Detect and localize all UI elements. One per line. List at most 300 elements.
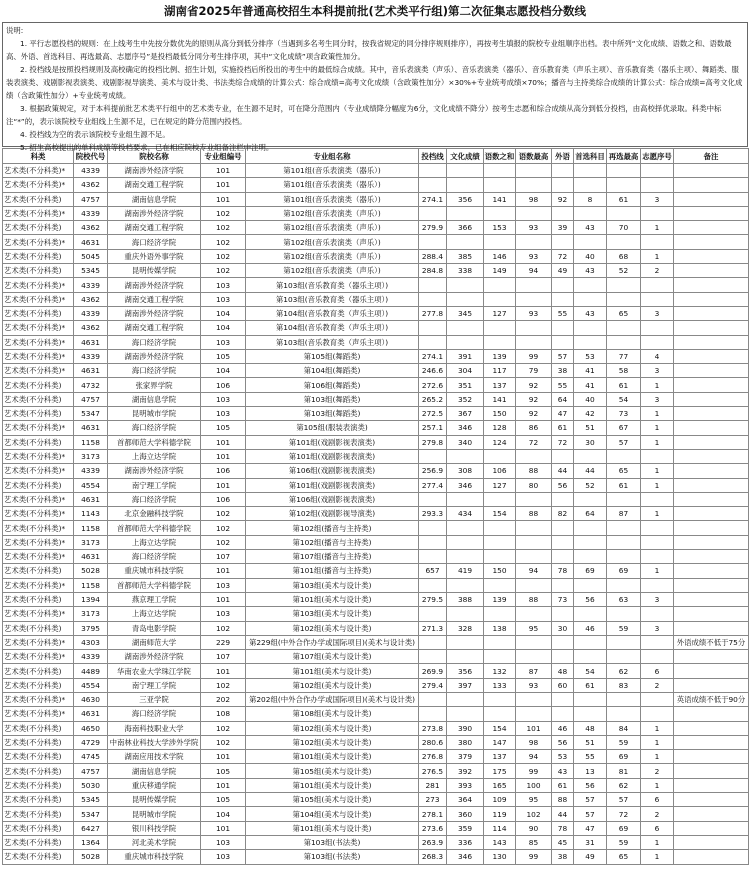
cell-category: 艺术类(不分科类)*	[3, 507, 74, 521]
cell-chinese-math-sum: 150	[484, 564, 516, 578]
cell-school-code: 4339	[74, 164, 108, 178]
cell-preference-order	[641, 707, 674, 721]
cell-category: 艺术类(不分科类)*	[3, 292, 74, 306]
cell-school-name: 上海立达学院	[108, 449, 201, 463]
cell-group-code: 102	[201, 235, 246, 249]
cell-chinese-math-sum: 138	[484, 621, 516, 635]
cell-group-code: 102	[201, 206, 246, 220]
cell-foreign-language	[552, 235, 574, 249]
cell-elective-max: 73	[607, 407, 641, 421]
cell-remarks	[674, 521, 749, 535]
cell-category: 艺术类(不分科类)*	[3, 492, 74, 506]
cell-chinese-math-sum	[484, 607, 516, 621]
cell-preference-order: 1	[641, 778, 674, 792]
cell-category: 艺术类(不分科类)	[3, 221, 74, 235]
cell-preference-order: 1	[641, 507, 674, 521]
cell-category: 艺术类(不分科类)*	[3, 464, 74, 478]
cell-group-name: 第107组(美术与设计类)	[246, 650, 419, 664]
cell-preference-order	[641, 521, 674, 535]
cell-category: 艺术类(不分科类)*	[3, 235, 74, 249]
cell-remarks	[674, 449, 749, 463]
cell-chinese-math-sum	[484, 235, 516, 249]
cell-cutoff-score	[419, 278, 447, 292]
cell-remarks	[674, 650, 749, 664]
cell-school-name: 湖南交通工程学院	[108, 321, 201, 335]
cell-school-code: 4757	[74, 764, 108, 778]
cell-first-subject: 57	[574, 793, 607, 807]
cell-chinese-math-max: 85	[516, 835, 552, 849]
cell-category: 艺术类(不分科类)*	[3, 607, 74, 621]
cell-school-name: 海口经济学院	[108, 550, 201, 564]
cell-group-name: 第101组(美术与设计类)	[246, 750, 419, 764]
table-row	[3, 850, 749, 864]
cell-school-code: 4729	[74, 735, 108, 749]
cell-cutoff-score: 276.8	[419, 750, 447, 764]
cell-group-code: 101	[201, 664, 246, 678]
cell-chinese-math-sum	[484, 550, 516, 564]
cell-chinese-math-max	[516, 607, 552, 621]
cell-cutoff-score	[419, 650, 447, 664]
cell-group-code: 102	[201, 678, 246, 692]
cell-cutoff-score: 272.6	[419, 378, 447, 392]
cell-foreign-language: 55	[552, 306, 574, 320]
cell-elective-max: 61	[607, 192, 641, 206]
cell-preference-order: 2	[641, 678, 674, 692]
cell-culture-score	[447, 292, 484, 306]
cell-group-code: 101	[201, 178, 246, 192]
cell-remarks	[674, 592, 749, 606]
cell-first-subject: 55	[574, 750, 607, 764]
cell-elective-max: 77	[607, 349, 641, 363]
cell-chinese-math-max: 99	[516, 349, 552, 363]
cell-chinese-math-sum	[484, 321, 516, 335]
cell-foreign-language	[552, 550, 574, 564]
cell-school-code: 5028	[74, 850, 108, 864]
cell-preference-order: 1	[641, 564, 674, 578]
cell-first-subject: 40	[574, 249, 607, 263]
cell-elective-max: 61	[607, 378, 641, 392]
cell-remarks	[674, 821, 749, 835]
cell-elective-max: 87	[607, 507, 641, 521]
cell-group-name: 第104组(音乐教育类（声乐主项）)	[246, 306, 419, 320]
cell-chinese-math-sum	[484, 278, 516, 292]
cell-preference-order: 1	[641, 407, 674, 421]
cell-preference-order: 6	[641, 664, 674, 678]
cell-school-code: 4362	[74, 321, 108, 335]
cell-culture-score	[447, 650, 484, 664]
cell-foreign-language: 44	[552, 807, 574, 821]
cell-preference-order	[641, 206, 674, 220]
cell-chinese-math-max	[516, 492, 552, 506]
cell-remarks	[674, 664, 749, 678]
cell-group-code: 101	[201, 192, 246, 206]
table-row	[3, 793, 749, 807]
cell-remarks	[674, 778, 749, 792]
table-row	[3, 592, 749, 606]
note-item: 2. 投档线是按照投档规则及高校确定的投档比例、招生计划，实施投档后所投出的考生中的最低综合成绩。其中，音乐表演类（声乐）、音乐表演类（器乐）、音乐教育类（声乐主项）、音乐教育类（器乐主项）、舞蹈类、服装表演类、戏剧影视表演类、戏剧影视导演类、美术与设计类、书法类综合成绩的计算公式：综合成绩=高考文化成绩（含政策性加分）×30%+专业统考成绩×70%；播音与主持类综合成绩的计算公式：综合成绩=高考文化成绩（含政策性加分）+专业统考成绩。	[6, 65, 743, 100]
cell-category: 艺术类(不分科类)	[3, 850, 74, 864]
cell-school-name: 重庆外语外事学院	[108, 249, 201, 263]
cell-first-subject: 43	[574, 306, 607, 320]
cell-cutoff-score	[419, 292, 447, 306]
cell-school-name: 湖南信息学院	[108, 764, 201, 778]
cell-group-name: 第102组(美术与设计类)	[246, 735, 419, 749]
cell-remarks	[674, 507, 749, 521]
cell-category: 艺术类(不分科类)	[3, 621, 74, 635]
table-row	[3, 821, 749, 835]
cell-elective-max: 65	[607, 306, 641, 320]
cell-first-subject	[574, 635, 607, 649]
cell-group-code: 104	[201, 807, 246, 821]
cell-chinese-math-sum: 146	[484, 249, 516, 263]
cell-remarks	[674, 335, 749, 349]
table-row	[3, 707, 749, 721]
cell-cutoff-score: 279.8	[419, 435, 447, 449]
cell-remarks: 英语成绩不低于90分	[674, 692, 749, 706]
cell-school-name: 海口经济学院	[108, 707, 201, 721]
cell-foreign-language: 73	[552, 592, 574, 606]
cell-chinese-math-max: 100	[516, 778, 552, 792]
cell-preference-order: 3	[641, 592, 674, 606]
cell-culture-score: 397	[447, 678, 484, 692]
cell-chinese-math-sum: 139	[484, 592, 516, 606]
cell-chinese-math-sum: 165	[484, 778, 516, 792]
table-row	[3, 221, 749, 235]
cell-remarks	[674, 607, 749, 621]
cell-chinese-math-sum: 119	[484, 807, 516, 821]
cell-preference-order: 6	[641, 821, 674, 835]
cell-school-code: 4339	[74, 278, 108, 292]
cell-first-subject	[574, 235, 607, 249]
cell-chinese-math-max: 101	[516, 721, 552, 735]
cell-group-name: 第101组(戏剧影视表演类)	[246, 449, 419, 463]
column-header-chinese-math-max: 语数最高	[516, 149, 552, 164]
cell-category: 艺术类(不分科类)*	[3, 535, 74, 549]
cell-chinese-math-max: 94	[516, 264, 552, 278]
cell-elective-max	[607, 164, 641, 178]
cell-preference-order: 2	[641, 807, 674, 821]
cell-remarks	[674, 721, 749, 735]
cell-first-subject: 56	[574, 592, 607, 606]
cell-category: 艺术类(不分科类)	[3, 378, 74, 392]
cell-preference-order: 1	[641, 464, 674, 478]
cell-category: 艺术类(不分科类)	[3, 435, 74, 449]
cell-cutoff-score	[419, 535, 447, 549]
cell-first-subject: 57	[574, 807, 607, 821]
cell-category: 艺术类(不分科类)	[3, 778, 74, 792]
cell-elective-max	[607, 178, 641, 192]
cell-first-subject	[574, 164, 607, 178]
cell-group-name: 第105组(服装表演类)	[246, 421, 419, 435]
cell-elective-max	[607, 535, 641, 549]
table-row	[3, 407, 749, 421]
cell-elective-max: 69	[607, 821, 641, 835]
cell-remarks	[674, 178, 749, 192]
cell-first-subject: 41	[574, 378, 607, 392]
cell-chinese-math-sum: 149	[484, 264, 516, 278]
cell-foreign-language: 57	[552, 349, 574, 363]
cell-chinese-math-max: 93	[516, 306, 552, 320]
table-row	[3, 807, 749, 821]
cell-chinese-math-max: 88	[516, 507, 552, 521]
cell-first-subject: 46	[574, 621, 607, 635]
cell-culture-score: 392	[447, 764, 484, 778]
cell-remarks	[674, 850, 749, 864]
cell-cutoff-score	[419, 521, 447, 535]
cell-first-subject: 8	[574, 192, 607, 206]
cell-culture-score	[447, 578, 484, 592]
cell-category: 艺术类(不分科类)*	[3, 206, 74, 220]
cell-preference-order: 1	[641, 249, 674, 263]
cell-school-code: 1394	[74, 592, 108, 606]
cell-culture-score: 351	[447, 378, 484, 392]
cell-chinese-math-sum: 130	[484, 850, 516, 864]
cell-preference-order: 2	[641, 764, 674, 778]
cell-foreign-language: 47	[552, 407, 574, 421]
cell-first-subject: 49	[574, 850, 607, 864]
cell-school-code: 4362	[74, 178, 108, 192]
cell-chinese-math-max: 98	[516, 192, 552, 206]
cell-school-name: 海口经济学院	[108, 335, 201, 349]
cell-cutoff-score: 277.8	[419, 306, 447, 320]
cell-school-name: 海口经济学院	[108, 421, 201, 435]
cell-chinese-math-max: 94	[516, 564, 552, 578]
table-row	[3, 178, 749, 192]
cell-school-code: 3173	[74, 535, 108, 549]
cell-elective-max: 58	[607, 364, 641, 378]
table-row	[3, 392, 749, 406]
cell-preference-order	[641, 550, 674, 564]
cell-preference-order: 1	[641, 835, 674, 849]
cell-preference-order: 4	[641, 349, 674, 363]
cell-elective-max: 70	[607, 221, 641, 235]
cell-chinese-math-max	[516, 164, 552, 178]
cell-remarks	[674, 378, 749, 392]
cell-preference-order	[641, 692, 674, 706]
cell-group-code: 101	[201, 164, 246, 178]
cell-first-subject: 30	[574, 435, 607, 449]
cell-school-name: 重庆城市科技学院	[108, 564, 201, 578]
table-row	[3, 464, 749, 478]
cell-culture-score: 385	[447, 249, 484, 263]
cell-category: 艺术类(不分科类)*	[3, 364, 74, 378]
cell-group-name: 第108组(美术与设计类)	[246, 707, 419, 721]
cell-cutoff-score: 274.1	[419, 192, 447, 206]
cell-group-name: 第101组(美术与设计类)	[246, 592, 419, 606]
cell-cutoff-score: 273.8	[419, 721, 447, 735]
cell-preference-order	[641, 578, 674, 592]
cell-foreign-language: 38	[552, 364, 574, 378]
cell-school-code: 5030	[74, 778, 108, 792]
cell-category: 艺术类(不分科类)	[3, 392, 74, 406]
cell-cutoff-score: 263.9	[419, 835, 447, 849]
cell-elective-max: 59	[607, 735, 641, 749]
cell-preference-order	[641, 235, 674, 249]
cell-group-code: 104	[201, 306, 246, 320]
cell-elective-max	[607, 206, 641, 220]
cell-remarks	[674, 392, 749, 406]
cell-cutoff-score: 277.4	[419, 478, 447, 492]
cell-school-name: 海南科技职业大学	[108, 721, 201, 735]
cell-chinese-math-sum	[484, 635, 516, 649]
cell-culture-score: 356	[447, 192, 484, 206]
cell-group-name: 第102组(音乐表演类（声乐）)	[246, 221, 419, 235]
cell-school-name: 首都师范大学科德学院	[108, 435, 201, 449]
cell-remarks	[674, 306, 749, 320]
cell-culture-score	[447, 235, 484, 249]
cell-foreign-language	[552, 449, 574, 463]
cell-category: 艺术类(不分科类)*	[3, 635, 74, 649]
cell-foreign-language: 53	[552, 750, 574, 764]
cell-group-name: 第104组(美术与设计类)	[246, 807, 419, 821]
cell-chinese-math-max: 79	[516, 364, 552, 378]
cell-first-subject: 54	[574, 664, 607, 678]
cell-culture-score: 352	[447, 392, 484, 406]
cell-culture-score: 388	[447, 592, 484, 606]
cell-group-name: 第102组(美术与设计类)	[246, 721, 419, 735]
cell-chinese-math-sum: 137	[484, 750, 516, 764]
cell-school-name: 青岛电影学院	[108, 621, 201, 635]
cell-group-code: 103	[201, 278, 246, 292]
cell-first-subject	[574, 692, 607, 706]
cell-group-name: 第102组(音乐表演类（声乐）)	[246, 235, 419, 249]
cell-group-name: 第102组(播音与主持类)	[246, 535, 419, 549]
cell-group-code: 101	[201, 564, 246, 578]
cell-school-code: 4631	[74, 550, 108, 564]
cell-chinese-math-max	[516, 550, 552, 564]
column-header-chinese-math-sum: 语数之和	[484, 149, 516, 164]
cell-elective-max	[607, 650, 641, 664]
cell-chinese-math-max: 92	[516, 407, 552, 421]
cell-chinese-math-sum	[484, 492, 516, 506]
cell-group-name: 第101组(美术与设计类)	[246, 778, 419, 792]
cell-culture-score: 336	[447, 835, 484, 849]
cell-school-name: 湖南涉外经济学院	[108, 306, 201, 320]
cell-chinese-math-sum: 106	[484, 464, 516, 478]
cell-preference-order: 1	[641, 221, 674, 235]
cell-elective-max: 83	[607, 678, 641, 692]
cell-elective-max: 59	[607, 621, 641, 635]
table-row	[3, 650, 749, 664]
cell-group-code: 102	[201, 521, 246, 535]
cell-first-subject	[574, 321, 607, 335]
cell-category: 艺术类(不分科类)*	[3, 321, 74, 335]
page-title: 湖南省2025年普通高校招生本科提前批(艺术类平行组)第二次征集志愿投档分数线	[163, 4, 586, 18]
cell-chinese-math-sum	[484, 164, 516, 178]
cell-culture-score: 380	[447, 735, 484, 749]
cell-elective-max	[607, 607, 641, 621]
cell-group-name: 第107组(播音与主持类)	[246, 550, 419, 564]
cell-school-name: 昆明城市学院	[108, 407, 201, 421]
cell-school-code: 3173	[74, 607, 108, 621]
cell-culture-score: 346	[447, 421, 484, 435]
cell-cutoff-score: 269.9	[419, 664, 447, 678]
cell-cutoff-score: 257.1	[419, 421, 447, 435]
cell-culture-score: 340	[447, 435, 484, 449]
cell-preference-order: 1	[641, 721, 674, 735]
cell-remarks	[674, 735, 749, 749]
cell-group-code: 105	[201, 349, 246, 363]
cell-preference-order	[641, 607, 674, 621]
cell-chinese-math-sum: 133	[484, 678, 516, 692]
cell-group-name: 第101组(戏剧影视表演类)	[246, 478, 419, 492]
cell-remarks: 外语成绩不低于75分	[674, 635, 749, 649]
cell-cutoff-score	[419, 449, 447, 463]
table-row	[3, 521, 749, 535]
cell-group-code: 103	[201, 392, 246, 406]
cell-cutoff-score: 288.4	[419, 249, 447, 263]
cell-foreign-language	[552, 635, 574, 649]
cell-chinese-math-max: 86	[516, 421, 552, 435]
cell-first-subject: 43	[574, 221, 607, 235]
cell-first-subject	[574, 449, 607, 463]
cell-remarks	[674, 407, 749, 421]
cell-chinese-math-sum: 154	[484, 721, 516, 735]
cell-cutoff-score: 271.3	[419, 621, 447, 635]
cell-chinese-math-sum: 127	[484, 478, 516, 492]
cell-foreign-language: 43	[552, 764, 574, 778]
cell-cutoff-score	[419, 164, 447, 178]
cell-first-subject: 41	[574, 364, 607, 378]
cell-cutoff-score	[419, 550, 447, 564]
cell-first-subject: 51	[574, 735, 607, 749]
cell-school-code: 5347	[74, 807, 108, 821]
cell-elective-max: 67	[607, 421, 641, 435]
cell-school-code: 4362	[74, 292, 108, 306]
cell-group-code: 102	[201, 735, 246, 749]
cell-group-name: 第102组(美术与设计类)	[246, 678, 419, 692]
cell-preference-order: 3	[641, 364, 674, 378]
table-row	[3, 335, 749, 349]
cell-school-name: 湖南信息学院	[108, 392, 201, 406]
cell-remarks	[674, 535, 749, 549]
cell-culture-score	[447, 535, 484, 549]
cell-school-name: 湖南涉外经济学院	[108, 349, 201, 363]
cell-group-code: 102	[201, 264, 246, 278]
cell-school-name: 湖南师范大学	[108, 635, 201, 649]
cell-group-code: 103	[201, 850, 246, 864]
column-header-elective-max: 再选最高	[607, 149, 641, 164]
cell-preference-order	[641, 535, 674, 549]
cell-chinese-math-max	[516, 449, 552, 463]
cell-school-name: 湖南交通工程学院	[108, 178, 201, 192]
notes-heading: 说明:	[6, 26, 24, 35]
cell-culture-score: 419	[447, 564, 484, 578]
cell-elective-max: 57	[607, 793, 641, 807]
cell-group-name: 第102组(音乐表演类（声乐）)	[246, 249, 419, 263]
cell-group-code: 105	[201, 764, 246, 778]
cell-group-name: 第229组(中外合作办学或国际项目)(美术与设计类)	[246, 635, 419, 649]
cell-category: 艺术类(不分科类)	[3, 750, 74, 764]
cell-school-code: 5345	[74, 793, 108, 807]
cell-school-name: 重庆城市科技学院	[108, 850, 201, 864]
cell-group-code: 107	[201, 550, 246, 564]
cell-chinese-math-sum: 109	[484, 793, 516, 807]
cell-culture-score: 434	[447, 507, 484, 521]
table-row	[3, 778, 749, 792]
cell-preference-order: 1	[641, 421, 674, 435]
cell-school-name: 昆明传媒学院	[108, 264, 201, 278]
cell-school-name: 南宁理工学院	[108, 478, 201, 492]
cell-foreign-language: 46	[552, 721, 574, 735]
table-row	[3, 192, 749, 206]
cell-group-code: 229	[201, 635, 246, 649]
cell-group-code: 108	[201, 707, 246, 721]
cell-chinese-math-sum: 137	[484, 378, 516, 392]
cell-foreign-language	[552, 278, 574, 292]
cell-school-name: 湖南涉外经济学院	[108, 650, 201, 664]
cell-group-code: 101	[201, 449, 246, 463]
